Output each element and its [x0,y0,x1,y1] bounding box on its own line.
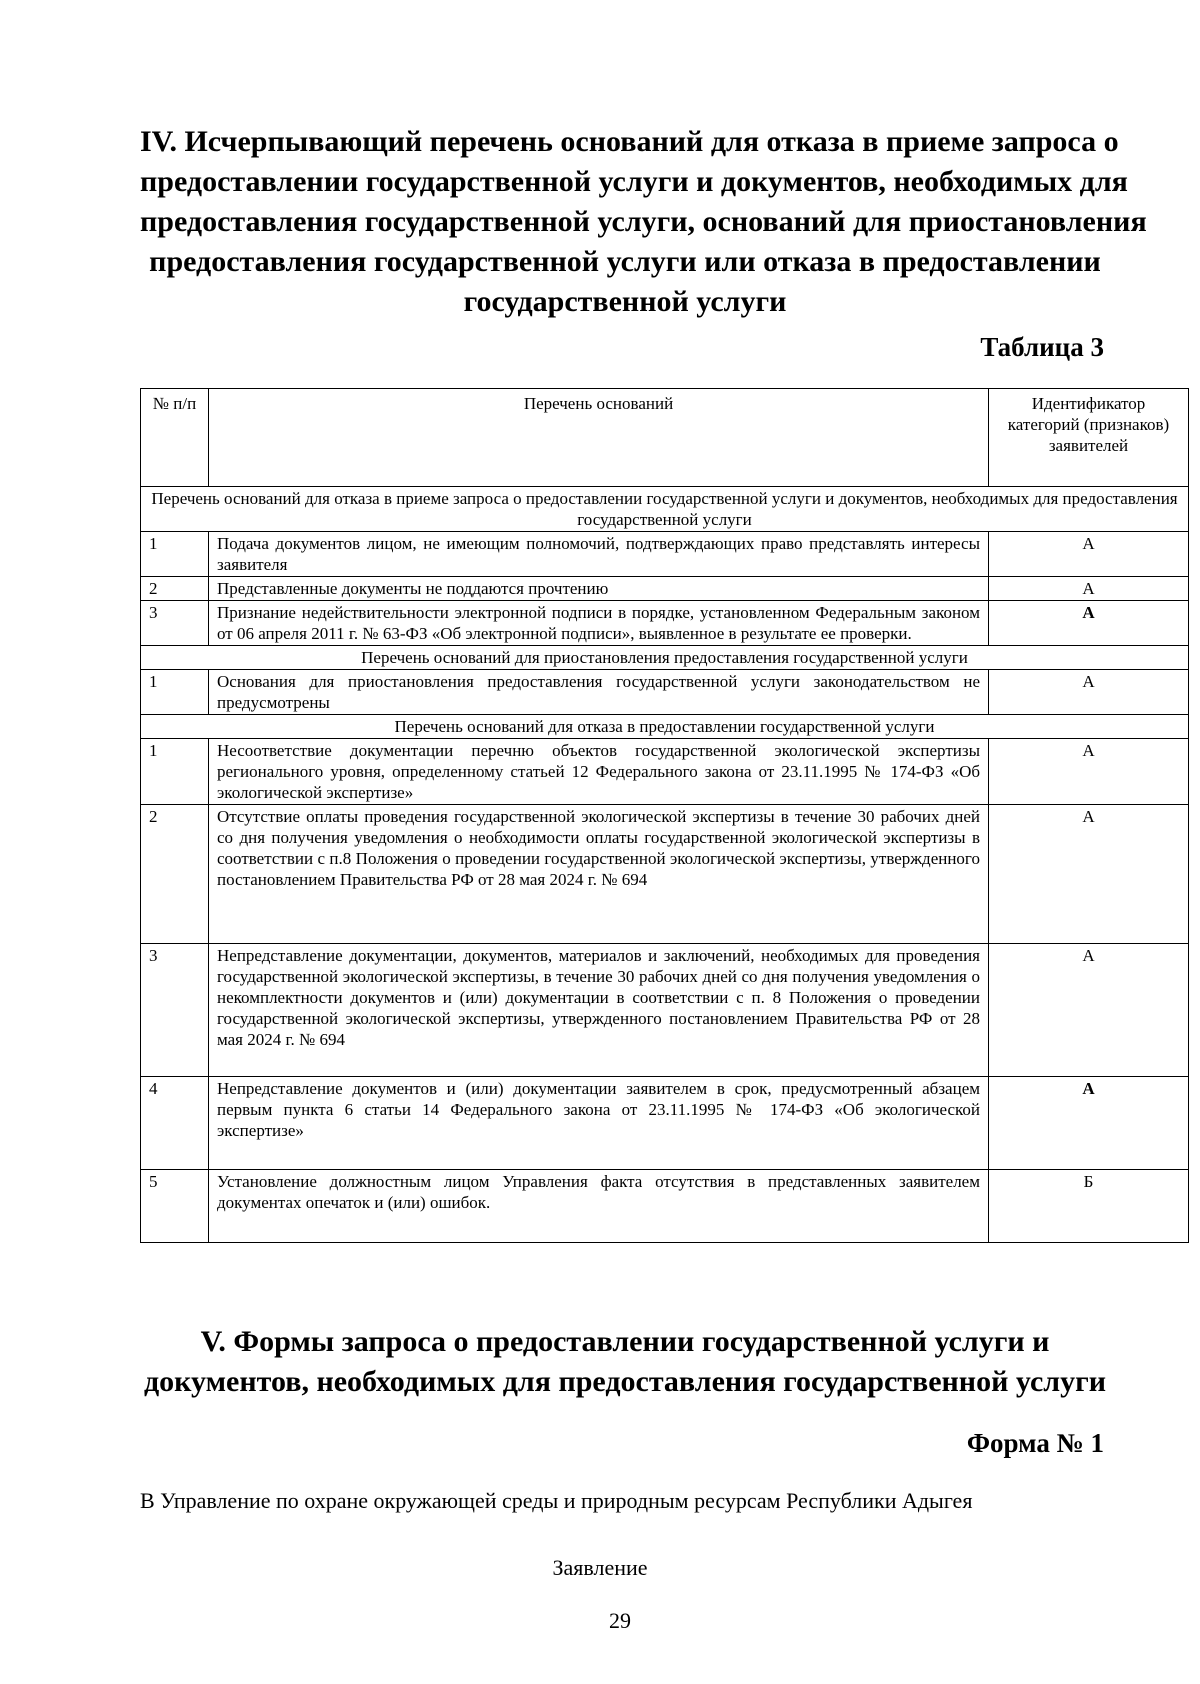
row-text: Непредставление документации, документов, материалов и заключений, необходимых для проведения государственной экологической экспертизы, в течение 30 рабочих дней со дня получения уведомления о некомплектности документов и (или) документации в соответствии с п. 8 Положения о проведении государственной экологической экспертизы, утвержденного постановлением Правительства РФ от 28 мая 2024 г. № 694 [209,944,989,1077]
table-row [141,944,1189,1077]
row-identifier: Б [989,1170,1189,1243]
row-text: Отсутствие оплаты проведения государственной экологической экспертизы в течение 30 рабочих дней со дня получения уведомления о необходимости оплаты государственной экологической экспертизы в соответствии с п.8 Положения о проведении государственной экологической экспертизы, утвержденного постановлением Правительства РФ от 28 мая 2024 г. № 694 [209,805,989,944]
heading-line: предоставлении государственной услуги и документов, необходимых для [140,165,1128,198]
row-number: 1 [141,670,209,715]
table-row [141,532,1189,577]
grounds-table [140,388,1189,1243]
row-number: 4 [141,1077,209,1170]
category-title: Перечень оснований для приостановления предоставления государственной услуги [141,646,1189,670]
category-row [141,646,1189,670]
row-identifier: А [989,532,1189,577]
category-title: Перечень оснований для отказа в предоставлении государственной услуги [141,715,1189,739]
heading-line: документов, необходимых для предоставления государственной услуги [143,1365,1107,1398]
row-number: 3 [141,601,209,646]
row-number: 2 [141,577,209,601]
category-row [141,487,1189,532]
heading-line: государственной услуги [463,285,787,318]
row-number: 5 [141,1170,209,1243]
heading-line: IV. Исчерпывающий перечень оснований для отказа в приеме запроса о [140,125,1119,158]
heading-line: предоставления государственной услуги, оснований для приостановления [140,205,1147,238]
row-identifier: А [989,739,1189,805]
row-identifier: А [989,577,1189,601]
row-text: Основания для приостановления предоставления государственной услуги законодательством не предусмотрены [209,670,989,715]
row-text: Непредставление документов и (или) документации заявителем в срок, предусмотренный абзацем первым пункта 6 статьи 14 Федерального закона от 23.11.1995 № 174-ФЗ «Об экологической экспертизе» [209,1077,989,1170]
row-number: 2 [141,805,209,944]
row-identifier: А [989,1077,1189,1170]
row-text: Несоответствие документации перечню объектов государственной экологической экспертизы регионального уровня, определенному статьей 12 Федерального закона от 23.11.1995 № 174-ФЗ «Об экологической экспертизе» [209,739,989,805]
row-identifier: А [989,601,1189,646]
table-row [141,739,1189,805]
row-number: 1 [141,739,209,805]
table-row [141,1077,1189,1170]
row-number: 1 [141,532,209,577]
table-row [141,577,1189,601]
header-number: № п/п [141,389,209,487]
form-label: Форма № 1 [966,1428,1104,1458]
table-row [141,601,1189,646]
row-identifier: А [989,944,1189,1077]
addressee-line: В Управление по охране окружающей среды и природным ресурсам Республики Адыгея [140,1488,973,1513]
statement-title: Заявление [552,1555,648,1580]
header-grounds: Перечень оснований [209,389,989,487]
row-text: Установление должностным лицом Управления факта отсутствия в представленных заявителем документах опечаток и (или) ошибок. [209,1170,989,1243]
section-iv-heading [140,122,1147,322]
category-row [141,715,1189,739]
table-header-row [141,389,1189,487]
table-row [141,1170,1189,1243]
table-row [141,805,1189,944]
heading-line: предоставления государственной услуги или отказа в предоставлении [149,245,1101,278]
row-text: Представленные документы не поддаются прочтению [209,577,989,601]
page-number: 29 [609,1608,631,1633]
row-text: Подача документов лицом, не имеющим полномочий, подтверждающих право представлять интересы заявителя [209,532,989,577]
category-title: Перечень оснований для отказа в приеме запроса о предоставлении государственной услуги и документов, необходимых для предоставления государственной услуги [141,487,1189,532]
row-identifier: А [989,805,1189,944]
section-v-heading [140,1322,1110,1402]
row-text: Признание недействительности электронной подписи в порядке, установленном Федеральным законом от 06 апреля 2011 г. № 63-ФЗ «Об электронной подписи», выявленное в результате ее проверки. [209,601,989,646]
row-identifier: А [989,670,1189,715]
header-identifier: Идентификатор категорий (признаков) заявителей [989,389,1189,487]
table-row [141,670,1189,715]
heading-line: V. Формы запроса о предоставлении государственной услуги и [200,1325,1050,1358]
table-label: Таблица 3 [980,332,1104,362]
row-number: 3 [141,944,209,1077]
